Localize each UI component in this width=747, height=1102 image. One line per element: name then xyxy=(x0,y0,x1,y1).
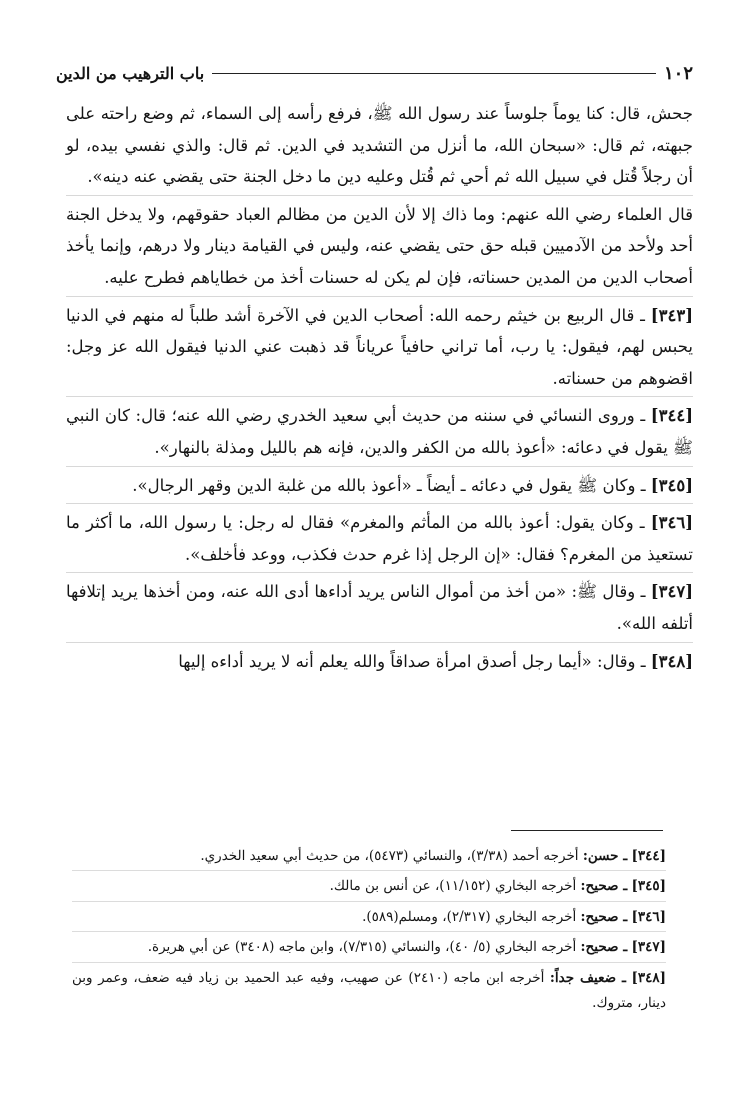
paragraph-separator xyxy=(66,296,693,297)
main-text xyxy=(66,98,693,677)
hadith-text: ـ قال الربيع بن خيثم رحمه الله: أصحاب الدين في الآخرة أشد طلباً له منهم في الدنيا يحبس لهم، فيقول: يا رب، أما تراني حافياً عرياناً قد ذهبت عني الدنيا فيقول الله عز وجل: اقضوهم من حسناته. xyxy=(66,305,693,388)
footnote-text: أخرجه البخاري (٢/٣١٧)، ومسلم(٥٨٩). xyxy=(362,908,577,925)
footnote-divider xyxy=(72,870,666,871)
hadith-text: ـ وروى النسائي في سننه من حديث أبي سعيد الخدري رضي الله عنه؛ قال: كان النبي ﷺ يقول في دعائه: «أعوذ بالله من الكفر والدين، فإنه هم بالليل ومذلة بالنهار». xyxy=(66,406,693,457)
paragraph-separator xyxy=(66,195,693,196)
hadith-348 xyxy=(66,646,693,678)
hadith-343 xyxy=(66,300,693,395)
hadith-text: ـ وكان يقول: أعوذ بالله من المأثم والمغرم» فقال له رجل: يا رسول الله، ما أكثر ما تستعيذ من المغرم؟ فقال: «إن الرجل إذا غرم حدث فكذب، ووعد فأخلف». xyxy=(66,513,693,564)
hadith-347 xyxy=(66,576,693,639)
footnote-346 xyxy=(72,905,666,930)
hadith-text: ـ وقال: «أيما رجل أصدق امرأة صداقاً والله يعلم أنه لا يريد أداءه إليها xyxy=(178,651,646,671)
hadith-text: ـ وكان ﷺ يقول في دعائه ـ أيضاً ـ «أعوذ بالله من غلبة الدين وقهر الرجال». xyxy=(132,475,646,495)
footnote-divider xyxy=(72,901,666,902)
footnote-grade: ـ صحيح: xyxy=(580,939,628,956)
footnote-text: أخرجه البخاري (١١/١٥٢)، عن أنس بن مالك. xyxy=(329,878,577,895)
hadith-number: [٣٤٥] xyxy=(650,475,693,495)
footnote-number: [٣٤٧] xyxy=(631,939,666,956)
footnote-grade: ـ حسن: xyxy=(582,848,628,864)
hadith-345 xyxy=(66,470,693,502)
hadith-number: [٣٤٧] xyxy=(650,582,693,602)
paragraph-separator xyxy=(66,572,693,573)
footnote-number: [٣٤٨] xyxy=(631,969,667,986)
running-header xyxy=(56,58,693,88)
footnote-text: أخرجه ابن ماجه (٢٤١٠) عن صهيب، وفيه عبد الحميد بن زياد فيه ضعف، وعمر وبن دينار، متروك. xyxy=(72,969,666,1012)
footnote-separator xyxy=(511,830,663,831)
footnote-divider xyxy=(72,931,666,932)
header-rule xyxy=(212,73,656,74)
hadith-346 xyxy=(66,507,693,570)
hadith-344 xyxy=(66,400,693,463)
hadith-number: [٣٤٦] xyxy=(650,513,693,533)
hadith-number: [٣٤٣] xyxy=(650,305,693,325)
footnote-344 xyxy=(72,844,666,869)
footnote-347 xyxy=(72,935,666,960)
footnote-348 xyxy=(72,966,666,1017)
footnote-number: [٣٤٦] xyxy=(631,908,666,925)
hadith-number: [٣٤٤] xyxy=(650,406,694,426)
paragraph-separator xyxy=(66,503,693,504)
paragraph-separator xyxy=(66,396,693,397)
footnote-grade: ـ صحيح: xyxy=(580,878,628,895)
footnote-text: أخرجه البخاري (٥/ ٤٠)، والنسائي (٧/٣١٥)، وابن ماجه (٣٤٠٨) عن أبي هريرة. xyxy=(147,939,577,956)
footnote-number: [٣٤٤] xyxy=(631,848,666,864)
footnote-divider xyxy=(72,962,666,963)
hadith-continuation-paragraph: جحش، قال: كنا يوماً جلوساً عند رسول الله ﷺ، فرفع رأسه إلى السماء، ثم وضع راحته على جبهته، ثم قال: «سبحان الله، ما أنزل من التشديد في الدين. ثم قال: والذي نفسي بيده، لو أن رجلاً قُتل في سبيل الله ثم أحي ثم قُتل وعليه دين ما دخل الجنة حتى يقضي عنه دينه». xyxy=(66,104,693,187)
paragraph-separator xyxy=(66,642,693,643)
hadith-text: ـ وقال ﷺ: «من أخذ من أموال الناس يريد أداءها أدى الله عنه، ومن أخذها يريد إتلافها أتلفه الله». xyxy=(66,582,693,633)
footnote-grade: ـ صحيح: xyxy=(580,908,628,925)
footnote-345 xyxy=(72,874,666,899)
scholars-commentary-paragraph: قال العلماء رضي الله عنهم: وما ذاك إلا لأن الدين من مظالم العباد حقوقهم، ولا يدخل الجنة أحد ولأحد من الآدميين قبله حق حتى يقضي عنه، وليس في القيامة دينار ولا درهم، وإنما يأخذ أصحاب الدين من المدين حسناته، فإن لم يكن له حسنات أخذ من خطاياهم فطرح عليه. xyxy=(66,204,693,287)
footnote-grade: ـ ضعيف جداً: xyxy=(549,969,626,986)
footnotes xyxy=(72,844,666,1016)
paragraph-separator xyxy=(66,466,693,467)
chapter-title: باب الترهيب من الدين xyxy=(56,63,205,83)
hadith-number: [٣٤٨] xyxy=(650,651,693,671)
footnote-number: [٣٤٥] xyxy=(631,878,666,895)
page-number: ١٠٢ xyxy=(663,62,693,84)
footnote-text: أخرجه أحمد (٣/٣٨)، والنسائي (٥٤٧٣)، من حديث أبي سعيد الخدري. xyxy=(200,848,579,864)
